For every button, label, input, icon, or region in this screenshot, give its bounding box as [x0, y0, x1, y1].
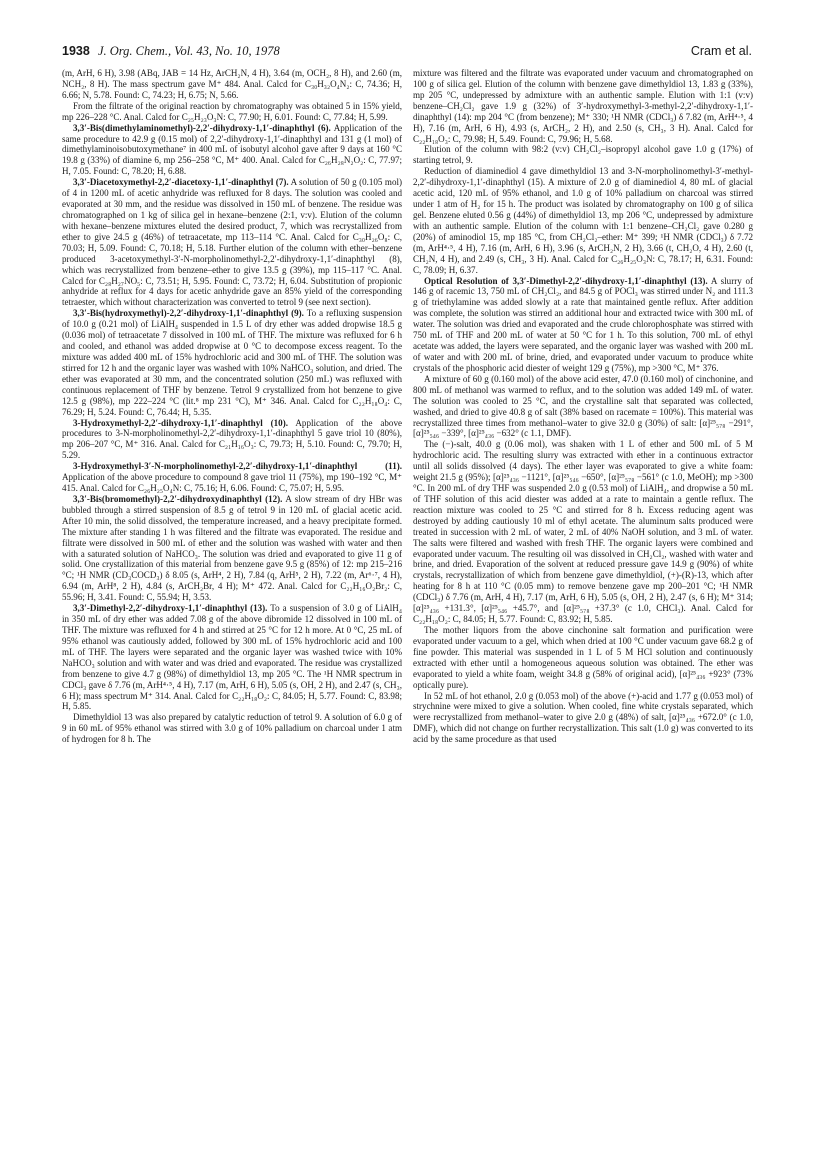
paragraph-text: A solution of 50 g (0.105 mol) of 4 in 1200 mL of acetic anhydride was refluxed for 8 days. The solution was cooled and evaporated at 30 mm, and the residue was dissolved in 150 mL of benzene. The residue was chromatographed on 1 kg of silica gel in hexane–benzene (2:1, v:v). Elution of the column with hexane–benzene mixtures eluted the desired product, 7, which was recrystallized from ether to give 24.5 g (46%) of tetraacetate, mp 113–114 °C. Anal. Calcd for C₃₀H₂₆O₈: C, 70.03; H, 5.09. Found: C, 70.18; H, 5.18. Further elution of the column with ether–benzene produced 3-acetoxymethyl-3′-N-morpholinomethyl-2,2′-dihydroxy-1,1′-dinaphthyl (8), which was recrystallized from benzene–ether to give 13.5 g (39%), mp 115–117 °C. Anal. Calcd for C₂₈H₂₇NO₅: C, 73.51; H, 5.95. Found: C, 73.72; H, 6.04. Substitution of propionic anhydride at reflux for 4 days for acetic anhydride gave an 85% yield of the corresponding tetraester, which without characterization was converted to tetrol 9 (see next section).	[62, 177, 402, 308]
paragraph-text: The (−)-salt, 40.0 g (0.06 mol), was shaken with 1 L of ether and 500 mL of 5 M hydrochloric acid. The resulting slurry was extracted with ether in a continuous extractor until all solids dissolved (4 days). The ether layer was evaporated to give a white foam: weight 21.5 g (95%); [α]²⁵₄₃₆ −1121°, [α]²⁵₅₄₆ −650°, [α]²⁵₅₇₈ −561° (c 1.0, MeOH); mp >300 °C. In 200 mL of dry THF was suspended 2.0 g (0.53 mol) of LiAlH₄, and dropwise a 50 mL of THF solution of this acid diester was added at a rate to maintain a gentle reflux. The reaction mixture was cooled to 25 °C and stirred for 8 h. Excess reducing agent was destroyed by adding cautiously 10 ml of ethyl acetate. The aluminum salts produced were treated in succession with 2 mL of water, 2 mL of 40% NaOH solution, and 3 mL of water. The salts were filtered and washed with fresh THF. The organic layers were combined and evaporated under vacuum. The resulting oil was dissolved in CH₂Cl₂, washed with water and brine, and dried. Evaporation of the solvent at reduced pressure gave 14.9 g (90%) of white crystals, recrystallization of which from benzene gave dimethyldiol, (+)-(R)-13, which after heating for 8 h at 110 °C (0.05 mm) to remove benzene gave mp 200–201 °C; ¹H NMR (CDCl₃) δ 7.76 (m, ArH, 4 H), 7.17 (m, ArH, 6 H), 5.05 (s, OH, 2 H), 2.47 (s, 6 H); M⁺ 314; [α]²⁵₄₃₆ +131.3°, [α]²⁵₅₄₆ +45.7°, and [α]²⁵₅₇₈ +37.3° (c 1.0, CHCl₃). Anal. Calcd for C₂₂H₁₈O₂: C, 84.05; H, 5.77. Found: C, 83.92; H, 5.85.	[413, 439, 753, 625]
paragraph	[62, 68, 402, 101]
paragraph-text: Dimethyldiol 13 was also prepared by catalytic reduction of tetrol 9. A solution of 6.0 g of 9 in 60 mL of 95% ethanol was stirred with 3.0 g of 10% palladium on charcoal under 1 atm of hydrogen for 8 h. The	[62, 712, 402, 745]
paragraph	[413, 166, 753, 275]
paragraph	[62, 308, 402, 417]
paragraph-text: A slurry of 146 g of racemic 13, 750 mL of CH₂Cl₂, and 84.5 g of POCl₃ was stirred under N₂ and 111.3 g of triethylamine was added slowly at a rate that maintained gentle reflux. After addition was complete, the solution was stirred an additional hour and extracted twice with 300 mL of water. The solution was dried and evaporated and the crude chlorophosphate was stirred with 750 mL of THF and 200 mL of water at 50 °C for 1 h. To this solution, 700 mL of ethyl acetate was added, the layers were separated, and the organic layer was washed with 200 mL of water and with 200 mL of brine, dried, and evaporated under vacuum to produce white crystals of the phosphoric acid diester of weight 129 g (75%), mp >300 °C, M⁺ 376.	[413, 275, 753, 373]
section-title: 3-Hydroxymethyl-2,2′-dihydroxy-1,1′-dinaphthyl (10).	[73, 417, 288, 428]
left-column	[62, 68, 402, 1148]
paragraph-text: To a refluxing suspension of 10.0 g (0.21 mol) of LiAlH₄ suspended in 1.5 L of dry ether was added dropwise 18.5 g (0.036 mol) of tetraacetate 7 dissolved in 100 mL of THF. The mixture was refluxed for 6 h and cooled, and ethanol was added dropwise at 0 °C to decompose excess reagent. To the mixture was added 400 mL of 15% hydrochloric acid and 300 mL of THF. The solution was stirred for 12 h and the organic layer was washed with 10% NaHCO₃ solution, and dried. The ether was evaporated at 30 mm, and the concentrated solution (250 mL) was refluxed with continuous replacement of THF by benzene. Tetrol 9 crystallized from hot benzene to give 12.5 g (98%), mp 222–224 °C (lit.⁸ mp 231 °C), M⁺ 346. Anal. Calcd for C₂₂H₁₈O₄: C, 76.29; H, 5.24. Found: C, 76.44; H, 5.35.	[62, 308, 402, 417]
paragraph	[62, 123, 402, 178]
paragraph	[62, 461, 402, 494]
paragraph	[413, 625, 753, 691]
paragraph	[413, 68, 753, 144]
paragraph	[62, 101, 402, 123]
section-title: 3,3′-Bis(bromomethyl)-2,2′-dihydroxydinaphthyl (12).	[73, 493, 283, 504]
paragraph	[413, 691, 753, 746]
paragraph	[62, 418, 402, 462]
paragraph	[413, 374, 753, 440]
paragraph	[62, 603, 402, 712]
paragraph-text: From the filtrate of the original reaction by chromatography was obtained 5 in 15% yield, mp 226–228 °C. Anal. Calcd for C₂₅H₂₃O₃N: C, 77.90; H, 6.01. Found: C, 77.84; H, 5.99.	[62, 100, 402, 122]
paragraph-text: Application of the above procedures to 3-N-morpholinomethyl-2,2′-dihydroxy-1,1′-dinaphthyl 5 gave triol 10 (80%), mp 206–207 °C, M⁺ 316. Anal. Calcd for C₂₁H₁₆O₃: C, 79.73; H, 5.10. Found: C, 79.70; H, 5.29.	[62, 417, 402, 461]
paragraph-text: In 52 mL of hot ethanol, 2.0 g (0.053 mol) of the above (+)-acid and 1.77 g (0.053 mol) of strychnine were mixed to give a solution. When cooled, fine white crystals separated, which were recrystallized from methanol–water to give 2.0 g (48%) of salt, [α]²⁵₄₃₆ +672.0° (c 1.0, DMF), which did not change on further recrystallization. This salt (1.0 g) was converted to its acid by the same procedure as that used	[413, 690, 753, 745]
running-header	[62, 44, 752, 60]
section-title: 3,3′-Diacetoxymethyl-2,2′-diacetoxy-1,1′-dinaphthyl (7).	[73, 177, 289, 188]
header-authors: Cram et al.	[690, 44, 752, 58]
paragraph	[413, 144, 753, 166]
paragraph	[413, 276, 753, 374]
paragraph-text: Reduction of diaminediol 4 gave dimethyldiol 13 and 3-N-morpholinomethyl-3′-methyl-2,2′-dihydroxy-1,1′-dinaphthyl (15). A mixture of 2.0 g of diaminediol 4, 80 mL of glacial acetic acid, 120 mL of 95% ethanol, and 1.0 g of 10% palladium on charcoal was stirred under 1 atm of H₂ for 15 h. The product was isolated by chromatography on 100 g of silica gel. Benzene eluted 0.56 g (44%) of dimethyldiol 13, mp 206 °C, undepressed by admixture with an authentic sample. Elution of the column with 1:1 benzene–CH₂Cl₂ gave 0.280 g (20%) of aminodiol 15, mp 185 °C, from CH₂Cl₂–ether: M⁺ 399; ¹H NMR (CDCl₃) δ 7.72 (m, ArH⁴·⁵, 4 H), 7.16 (m, ArH, 6 H), 3.96 (s, ArCH₂N, 2 H), 3.66 (t, CH₂O, 4 H), 2.60 (t, CH₂N, 4 H), and 2.49 (s, CH₃, 3 H). Anal. Calcd for C₂₆H₂₅O₃N: C, 78.17; H, 6.31. Found: C, 78.09; H, 6.37.	[413, 166, 753, 275]
paragraph-text: To a suspension of 3.0 g of LiAlH₄ in 350 mL of dry ether was added 7.08 g of the above dibromide 12 dissolved in 100 mL of THF. The mixture was refluxed for 4 h and stirred at 25 °C for 12 h more. At 0 °C, 25 mL of 95% ethanol was cautiously added, followed by 300 mL of 15% hydrochloric acid and 100 mL of THF. The layers were separated and the organic layer was washed twice with 10% NaHCO₃ solution and with water and was dried and evaporated. The residue was crystallized from benzene to give 4.7 g (98%) of dimethyldiol 13, mp 205 °C. The ¹H NMR spectrum in CDCl₃ gave δ 7.76 (m, ArH⁴·⁵, 4 H), 7.17 (m, ArH, 6 H), 5.05 (s, OH, 2 H), and 2.47 (s, CH₃, 6 H); mass spectrum M⁺ 314. Anal. Calcd for C₂₂H₁₈O₂: C, 84.05; H, 5.77. Found: C, 83.98; H, 5.85.	[62, 603, 402, 712]
paragraph-text: Elution of the column with 98:2 (v:v) CH₂Cl₂–isopropyl alcohol gave 1.0 g (17%) of starting tetrol, 9.	[413, 144, 753, 166]
paragraph	[62, 712, 402, 745]
section-title: 3,3′-Bis(dimethylaminomethyl)-2,2′-dihydroxy-1,1′-dinaphthyl (6).	[73, 122, 331, 133]
page-number: 1938	[62, 44, 90, 58]
paragraph-text: Application of the above procedure to compound 8 gave triol 11 (75%), mp 190–192 °C, M⁺ 415. Anal. Calcd for C₂₆H₂₅O₄N: C, 75.16; H, 6.06. Found: C, 75.07; H, 5.95.	[62, 472, 402, 494]
paragraph	[62, 494, 402, 603]
section-title: 3,3′-Bis(hydroxymethyl)-2,2′-dihydroxy-1,1′-dinaphthyl (9).	[73, 308, 304, 319]
right-column	[413, 68, 753, 1148]
paragraph-text: Application of the same procedure to 42.9 g (0.15 mol) of 2,2′-dihydroxy-1,1′-dinaphthyl and 131 g (1 mol) of dimethylaminoisobutoxymethane⁷ in 400 mL of isobutyl alcohol gave after 9 days at 160 °C 19.8 g (33%) of diamine 6, mp 256–258 °C, M⁺ 400. Anal. Calcd for C₂₆H₂₈N₂O₂: C, 77.97; H, 7.05. Found: C, 78.20; H, 6.88.	[62, 122, 402, 177]
journal-citation: J. Org. Chem., Vol. 43, No. 10, 1978	[97, 44, 280, 58]
paragraph	[413, 439, 753, 625]
paragraph	[62, 177, 402, 308]
section-title: 3,3′-Dimethyl-2,2′-dihydroxy-1,1′-dinaphthyl (13).	[73, 603, 268, 614]
paragraph-text: (m, ArH, 6 H), 3.98 (ABq, JAB = 14 Hz, ArCH₂N, 4 H), 3.64 (m, OCH₂, 8 H), and 2.60 (m, NCH₂, 8 H). The mass spectrum gave M⁺ 484. Anal. Calcd for C₃₀H₃₂O₄N₂: C, 74.36; H, 6.66; N, 5.78. Found: C, 74.23; H, 6.75; N, 5.66.	[62, 68, 402, 100]
paragraph-text: mixture was filtered and the filtrate was evaporated under vacuum and chromatographed on 100 g of silica gel. Elution of the column with benzene gave dimethyldiol 13, 1.83 g (33%), mp 205 °C, undepressed by admixture with an authentic sample. Elution with 1:1 (v:v) benzene–CH₂Cl₂ gave 1.9 g (32%) of 3′-hydroxymethyl-3-methyl-2,2′-dihydroxy-1,1′-dinaphthyl (14): mp 204 °C (from benzene); M⁺ 330; ¹H NMR (CDCl₃) δ 7.82 (m, ArH⁴·⁵, 4 H), 7.16 (m, ArH, 6 H), 4.93 (s, ArCH₂, 2 H), and 2.50 (s, CH₃, 3 H). Anal. Calcd for C₂₂H₁₈O₃: C, 79.98; H, 5.49. Found: C, 79.96; H, 5.68.	[413, 68, 753, 144]
paragraph-text: The mother liquors from the above cinchonine salt formation and purification were evaporated under vacuum to a gel, which when dried at 100 °C under vacuum gave 68.2 g of fine powder. This material was suspended in 1 L of 5 M HCl solution and continuously extracted with ether until a homogeneous aqueous solution was obtained. The ether was evaporated to yield a white foam, weight 34.8 g (58% of original acid), [α]²⁵₄₃₆ +923° (73% optically pure).	[413, 625, 753, 690]
paragraph-text: A mixture of 60 g (0.160 mol) of the above acid ester, 47.0 (0.160 mol) of cinchonine, and 800 mL of methanol was warmed to reflux, and to the solution was added 149 mL of water. The solution was cooled to 25 °C, and the crystalline salt that separated was collected, washed, and dried to give 40.8 g of salt (38% based on racemate = 100%). This material was recrystallized three times from methanol–water to give 32.0 g (30%) of salt: [α]²⁵₅₇₈ −291°, [α]²⁵₅₄₆ −339°, [α]²⁵₄₃₆ −632° (c 1.1, DMF).	[413, 373, 753, 439]
section-title: Optical Resolution of 3,3′-Dimethyl-2,2′-dihydroxy-1,1′-dinaphthyl (13).	[424, 275, 708, 286]
section-title: 3-Hydroxymethyl-3′-N-morpholinomethyl-2,2′-dihydroxy-1,1′-dinaphthyl (11).	[73, 461, 402, 472]
header-left	[62, 44, 280, 59]
paragraph-text: A slow stream of dry HBr was bubbled through a stirred suspension of 8.5 g of tetrol 9 in 120 mL of glacial acetic acid. After 10 min, the solid dissolved, the temperature increased, and a heavy precipitate formed. The mixture after standing 1 h was filtered and the filtrate was evaporated. The residue and filtrate were dissolved in 500 mL of ether and the solution was washed with water and then with a saturated solution of NaHCO₃. The solution was dried and evaporated to give 11 g of solid. One crystallization of this material from benzene gave 9.5 g (85%) of 12: mp 215–216 °C; ¹H NMR (CD₃COCD₃) δ 8.05 (s, ArH⁴, 2 H), 7.84 (q, ArH⁵, 2 H), 7.22 (m, Ar⁶·⁷, 4 H), 6.94 (m, ArH⁸, 2 H), 4.84 (s, ArCH₂Br, 4 H); M⁺ 472. Anal. Calcd for C₂₂H₁₆O₂Br₂: C, 55.96; H, 3.41. Found: C, 55.94; H, 3.53.	[62, 493, 402, 603]
